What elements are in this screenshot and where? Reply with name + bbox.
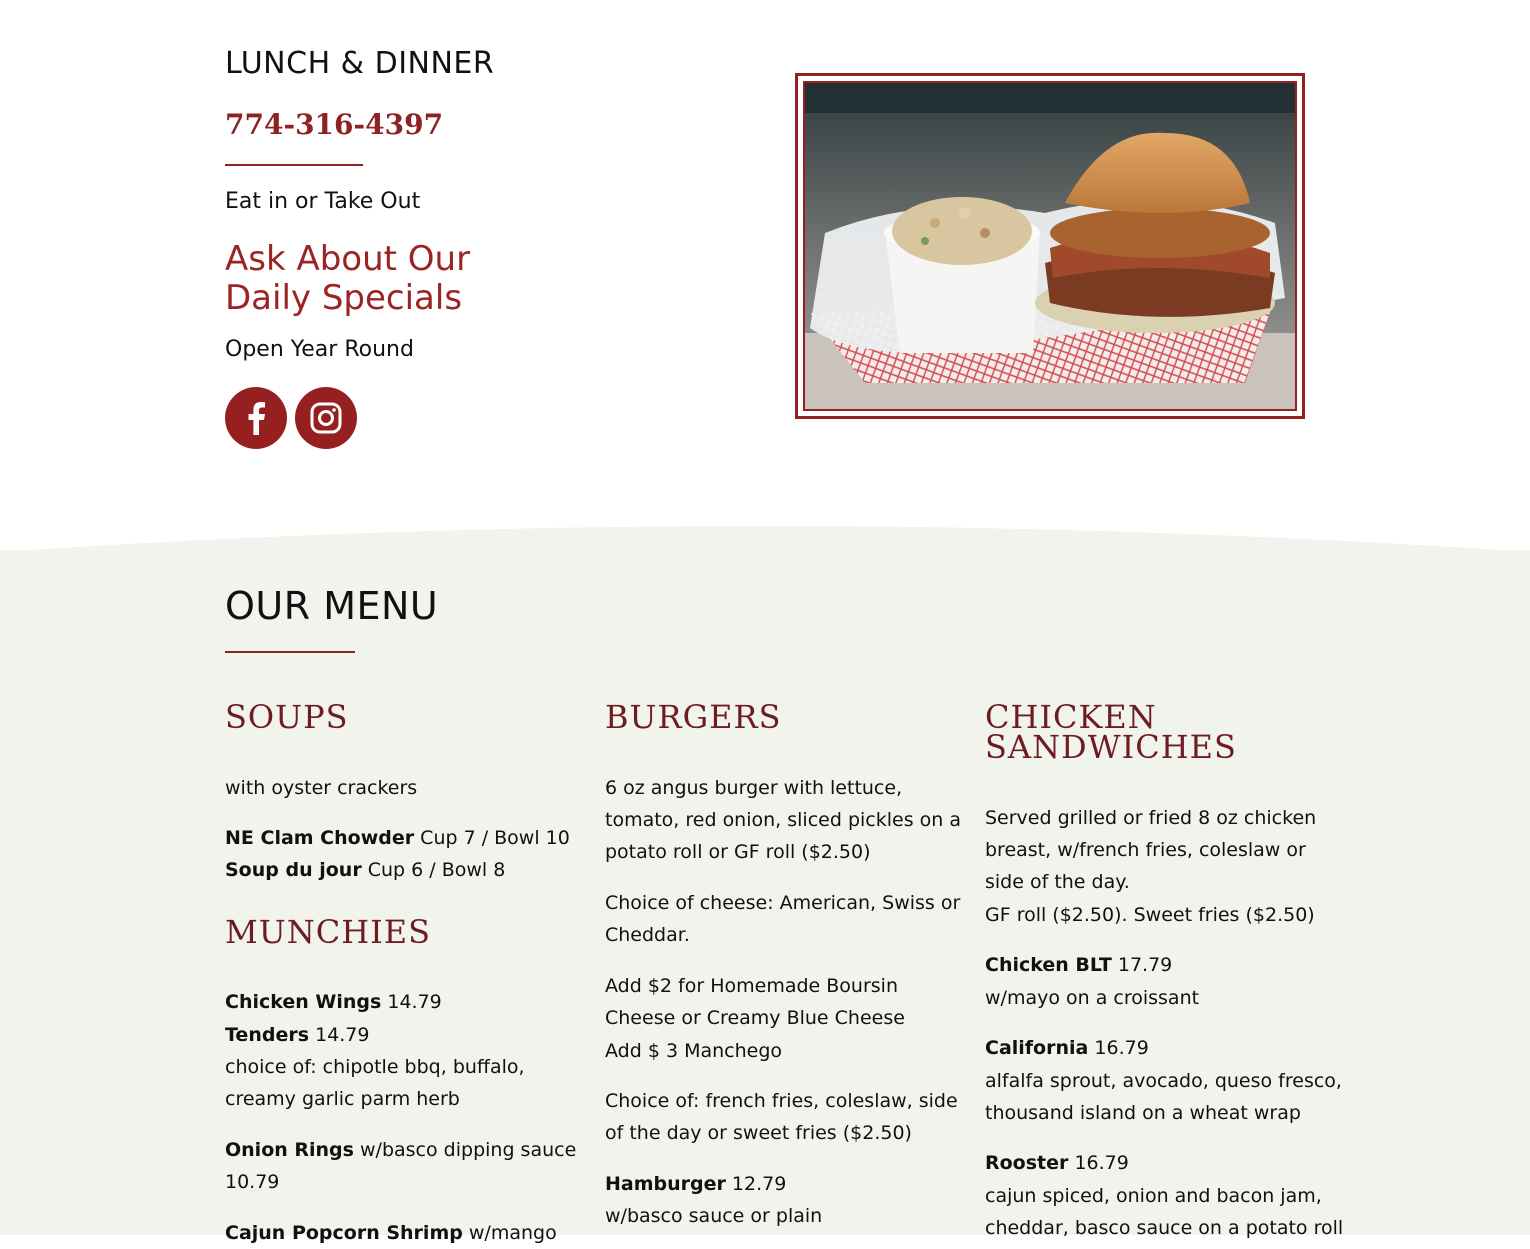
item-price: 17.79 <box>1117 954 1173 976</box>
item-description: GF roll ($2.50). Sweet fries ($2.50) <box>985 904 1315 926</box>
burger-image <box>805 83 1297 411</box>
item-name: Rooster <box>985 1152 1069 1174</box>
item-description: Served grilled or fried 8 oz chicken <box>985 807 1317 829</box>
item-description: Add $ 3 Manchego <box>605 1040 783 1062</box>
menu-item <box>225 1217 557 1249</box>
item-description: 6 oz angus burger with lettuce, <box>605 777 903 799</box>
menu-item <box>225 1134 576 1166</box>
burger-photo <box>803 81 1297 411</box>
instagram-button[interactable] <box>295 387 357 449</box>
item-name: Tenders <box>225 1024 310 1046</box>
divider <box>225 164 363 166</box>
item-description: cajun spiced, onion and bacon jam, <box>985 1185 1322 1207</box>
item-price: Cup 7 / Bowl 10 <box>420 827 570 849</box>
item-price: 10.79 <box>225 1171 280 1193</box>
item-description: breast, w/french fries, coleslaw or <box>985 839 1306 861</box>
item-description: Cheddar. <box>605 924 690 946</box>
instagram-icon <box>310 402 342 434</box>
specials-line: Daily Specials <box>225 278 463 318</box>
menu-item <box>225 986 442 1018</box>
item-name: Onion Rings <box>225 1139 354 1161</box>
eat-in-text: Eat in or Take Out <box>225 189 421 214</box>
menu-item <box>985 1147 1129 1179</box>
item-price: 16.79 <box>1074 1152 1129 1174</box>
item-name: Cajun Popcorn Shrimp <box>225 1222 463 1244</box>
specials-heading <box>225 240 470 318</box>
item-description: creamy garlic parm herb <box>225 1088 460 1110</box>
item-description: alfalfa sprout, avocado, queso fresco, <box>985 1070 1342 1092</box>
menu-item <box>225 822 570 854</box>
item-name: Chicken Wings <box>225 991 382 1013</box>
item-description: tomato, red onion, sliced pickles on a <box>605 809 961 831</box>
facebook-button[interactable] <box>225 387 287 449</box>
section-title: LUNCH & DINNER <box>225 46 495 81</box>
chicken-sandwiches-heading <box>985 698 1237 766</box>
item-price: 16.79 <box>1094 1037 1149 1059</box>
menu-title: OUR MENU <box>225 584 439 628</box>
featured-photo <box>795 73 1305 419</box>
item-description: choice of: chipotle bbq, buffalo, <box>225 1056 525 1078</box>
item-description: side of the day. <box>985 871 1130 893</box>
item-description: Choice of: french fries, coleslaw, side <box>605 1090 958 1112</box>
item-name: Soup du jour <box>225 859 362 881</box>
soups-heading: SOUPS <box>225 698 349 736</box>
heading-line: SANDWICHES <box>985 728 1237 766</box>
menu-item <box>985 949 1172 981</box>
item-price: 12.79 <box>731 1173 787 1195</box>
item-description: thousand island on a wheat wrap <box>985 1102 1301 1124</box>
item-description: w/basco sauce or plain <box>605 1205 823 1227</box>
item-description: Cheese or Creamy Blue Cheese <box>605 1007 905 1029</box>
item-price: 14.79 <box>315 1024 370 1046</box>
item-description: w/mayo on a croissant <box>985 987 1200 1009</box>
menu-item <box>985 1032 1149 1064</box>
menu-item <box>605 1168 786 1200</box>
facebook-icon <box>241 401 271 435</box>
item-description: cheddar, basco sauce on a potato roll <box>985 1217 1344 1239</box>
soups-intro: with oyster crackers <box>225 777 418 799</box>
specials-line: Ask About Our <box>225 239 471 279</box>
item-description: w/mango <box>468 1222 557 1244</box>
heading-line: CHICKEN <box>985 698 1157 736</box>
item-description: potato roll or GF roll ($2.50) <box>605 841 871 863</box>
item-name: NE Clam Chowder <box>225 827 415 849</box>
item-price: 14.79 <box>387 991 442 1013</box>
menu-item <box>225 854 505 886</box>
item-price: Cup 6 / Bowl 8 <box>367 859 506 881</box>
open-year-round-text: Open Year Round <box>225 337 414 362</box>
munchies-heading: MUNCHIES <box>225 913 432 951</box>
burgers-heading: BURGERS <box>605 698 782 736</box>
item-description: of the day or sweet fries ($2.50) <box>605 1122 912 1144</box>
phone-link[interactable]: 774-316-4397 <box>225 108 444 141</box>
item-description: Add $2 for Homemade Boursin <box>605 975 898 997</box>
menu-item <box>225 1019 369 1051</box>
item-name: Hamburger <box>605 1173 726 1195</box>
item-name: Chicken BLT <box>985 954 1112 976</box>
divider <box>225 651 355 653</box>
item-name: California <box>985 1037 1089 1059</box>
item-description: w/basco dipping sauce <box>360 1139 577 1161</box>
item-description: Choice of cheese: American, Swiss or <box>605 892 961 914</box>
